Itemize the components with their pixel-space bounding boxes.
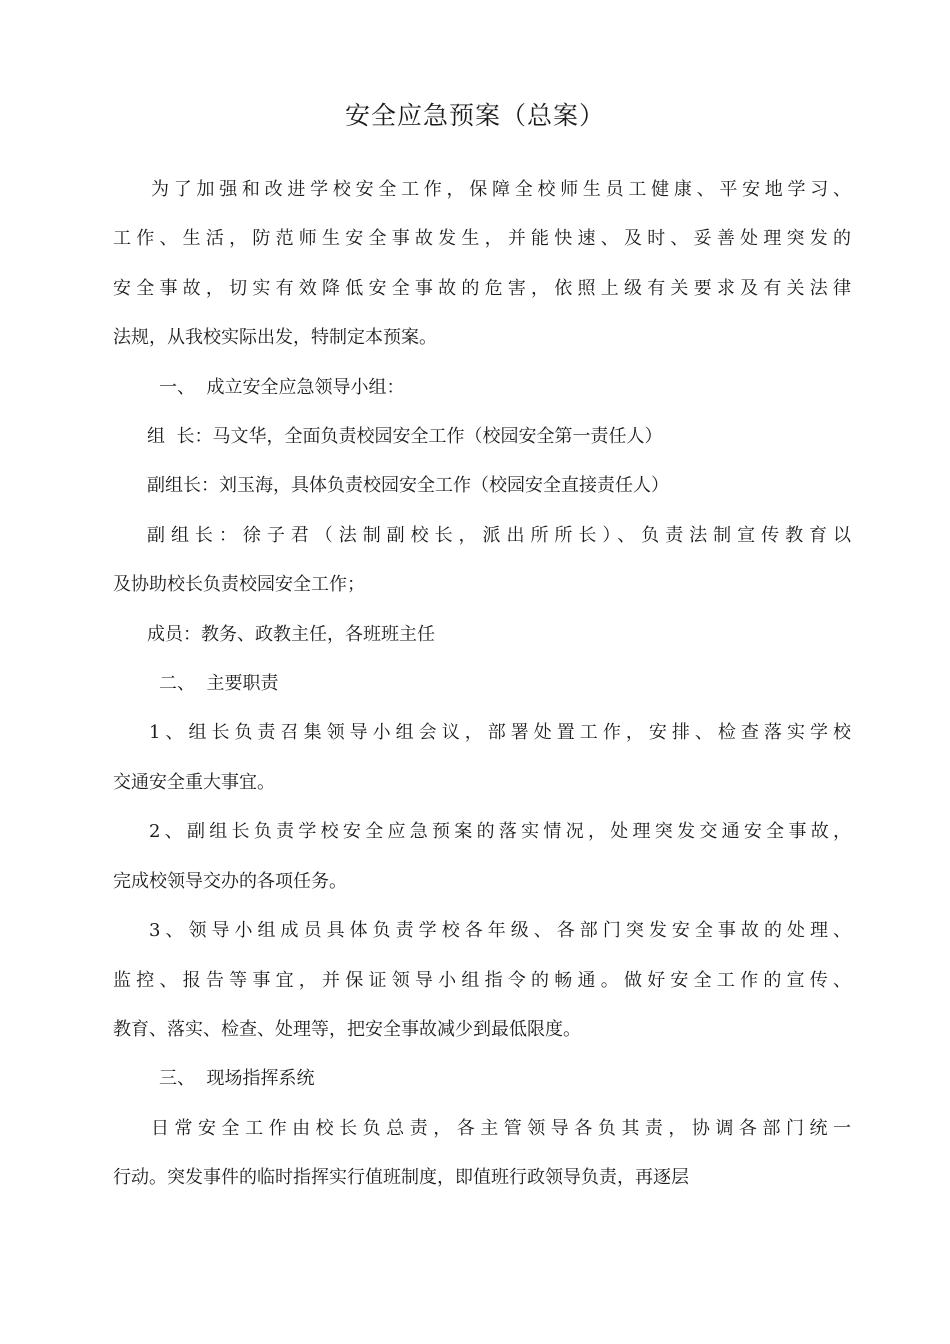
section-heading-2: 二、 主要职责 <box>159 673 279 695</box>
deputy-leader-line: 副组长：徐子君（法制副校长，派出所所长）、负责法制宣传教育以 <box>147 524 851 546</box>
document-body <box>113 165 851 1203</box>
command-line: 行动。突发事件的临时指挥实行值班制度，即值班行政领导负责，再逐层 <box>113 1167 689 1189</box>
duty-line: 交通安全重大事宜。 <box>113 771 275 793</box>
deputy-leader-line: 及协助校长负责校园安全工作； <box>113 574 365 596</box>
document-title: 安全应急预案（总案） <box>344 101 605 130</box>
duty-line: 监控、报告等事宜，并保证领导小组指令的畅通。做好安全工作的宣传、 <box>113 969 851 991</box>
deputy-leader-line: 副组长：刘玉海，具体负责校园安全工作（校园安全直接责任人） <box>147 475 669 497</box>
intro-line: 安全事故，切实有效降低安全事故的危害，依照上级有关要求及有关法律 <box>113 277 851 299</box>
duty-line: 3、领导小组成员具体负责学校各年级、各部门突发安全事故的处理、 <box>149 920 851 942</box>
leader-line: 组 长：马文华，全面负责校园安全工作（校园安全第一责任人） <box>147 426 663 448</box>
duty-line: 教育、落实、检查、处理等，把安全事故减少到最低限度。 <box>113 1018 581 1040</box>
intro-line: 为了加强和改进学校安全工作，保障全校师生员工健康、平安地学习、 <box>151 179 851 200</box>
intro-line: 工作、生活，防范师生安全事故发生，并能快速、及时、妥善处理突发的 <box>113 228 851 250</box>
members-line: 成员：教务、政教主任，各班班主任 <box>147 623 435 645</box>
intro-line: 法规，从我校实际出发，特制定本预案。 <box>113 327 437 349</box>
command-line: 日常安全工作由校长负总责，各主管领导各负其责，协调各部门统一 <box>151 1117 851 1139</box>
duty-line: 2、副组长负责学校安全应急预案的落实情况，处理突发交通安全事故， <box>149 821 851 843</box>
section-heading-1: 一、 成立安全应急领导小组： <box>159 376 405 398</box>
duty-line: 1、组长负责召集领导小组会议，部署处置工作，安排、检查落实学校 <box>149 722 851 744</box>
section-heading-3: 三、 现场指挥系统 <box>159 1068 315 1090</box>
duty-line: 完成校领导交办的各项任务。 <box>113 870 347 892</box>
